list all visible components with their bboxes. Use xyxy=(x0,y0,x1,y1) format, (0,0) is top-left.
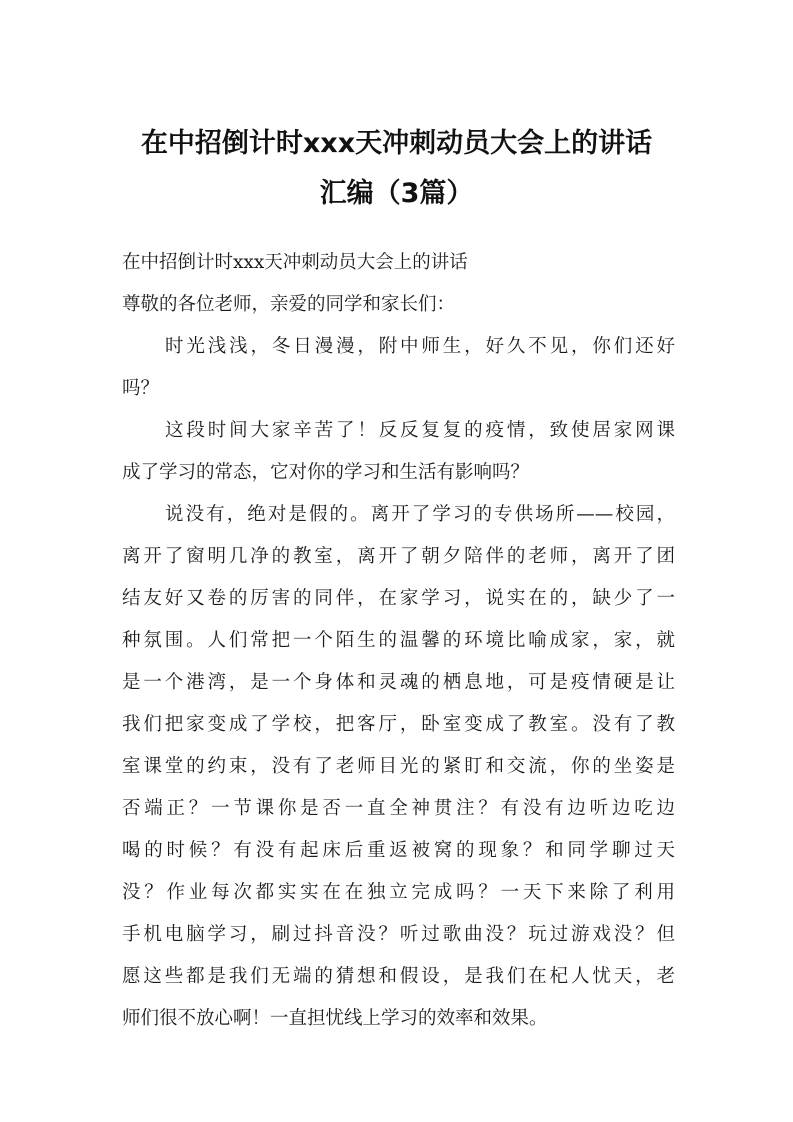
paragraph-3-line-10: 没？作业每次都实实在在独立完成吗？一天下来除了利用 xyxy=(122,882,675,903)
paragraph-3-line-1: 说没有，绝对是假的。离开了学习的专供场所——校园， xyxy=(165,504,675,525)
paragraph-2-line-1: 这段时间大家辛苦了！反反复复的疫情，致使居家网课 xyxy=(165,420,675,441)
paragraph-3-line-8: 否端正？一节课你是否一直全神贯注？有没有边听边吃边 xyxy=(122,798,675,819)
paragraph-1-line-2: 吗？ xyxy=(122,378,160,399)
paragraph-3-line-2: 离开了窗明几净的教室，离开了朝夕陪伴的老师，离开了团 xyxy=(122,546,675,567)
paragraph-2-line-2: 成了学习的常态，它对你的学习和生活有影响吗？ xyxy=(122,462,530,483)
document-subtitle: 在中招倒计时xxx天冲刺动员大会上的讲话 xyxy=(122,252,468,273)
paragraph-3-line-5: 是一个港湾，是一个身体和灵魂的栖息地，可是疫情硬是让 xyxy=(122,672,675,693)
paragraph-1-line-1: 时光浅浅，冬日漫漫，附中师生，好久不见，你们还好 xyxy=(165,336,675,357)
paragraph-3-line-6: 我们把家变成了学校，把客厅，卧室变成了教室。没有了教 xyxy=(122,714,675,735)
paragraph-3-line-13: 师们很不放心啊！一直担忧线上学习的效率和效果。 xyxy=(122,1008,548,1029)
salutation: 尊敬的各位老师，亲爱的同学和家长们： xyxy=(122,294,456,315)
paragraph-3-line-3: 结友好又卷的厉害的同伴，在家学习，说实在的，缺少了一 xyxy=(122,588,675,609)
paragraph-3-line-11: 手机电脑学习，刷过抖音没？听过歌曲没？玩过游戏没？但 xyxy=(122,924,675,945)
paragraph-3-line-4: 种氛围。人们常把一个陌生的温馨的环境比喻成家，家，就 xyxy=(122,630,675,651)
document-title-line-2: 汇编（3篇） xyxy=(319,178,474,209)
document-title-line-1: 在中招倒计时xxx天冲刺动员大会上的讲话 xyxy=(140,128,653,159)
paragraph-3-line-7: 室课堂的约束，没有了老师目光的紧盯和交流，你的坐姿是 xyxy=(122,756,675,777)
paragraph-3-line-9: 喝的时候？有没有起床后重返被窝的现象？和同学聊过天 xyxy=(122,840,675,861)
paragraph-3-line-12: 愿这些都是我们无端的猜想和假设，是我们在杞人忧天，老 xyxy=(122,966,675,987)
